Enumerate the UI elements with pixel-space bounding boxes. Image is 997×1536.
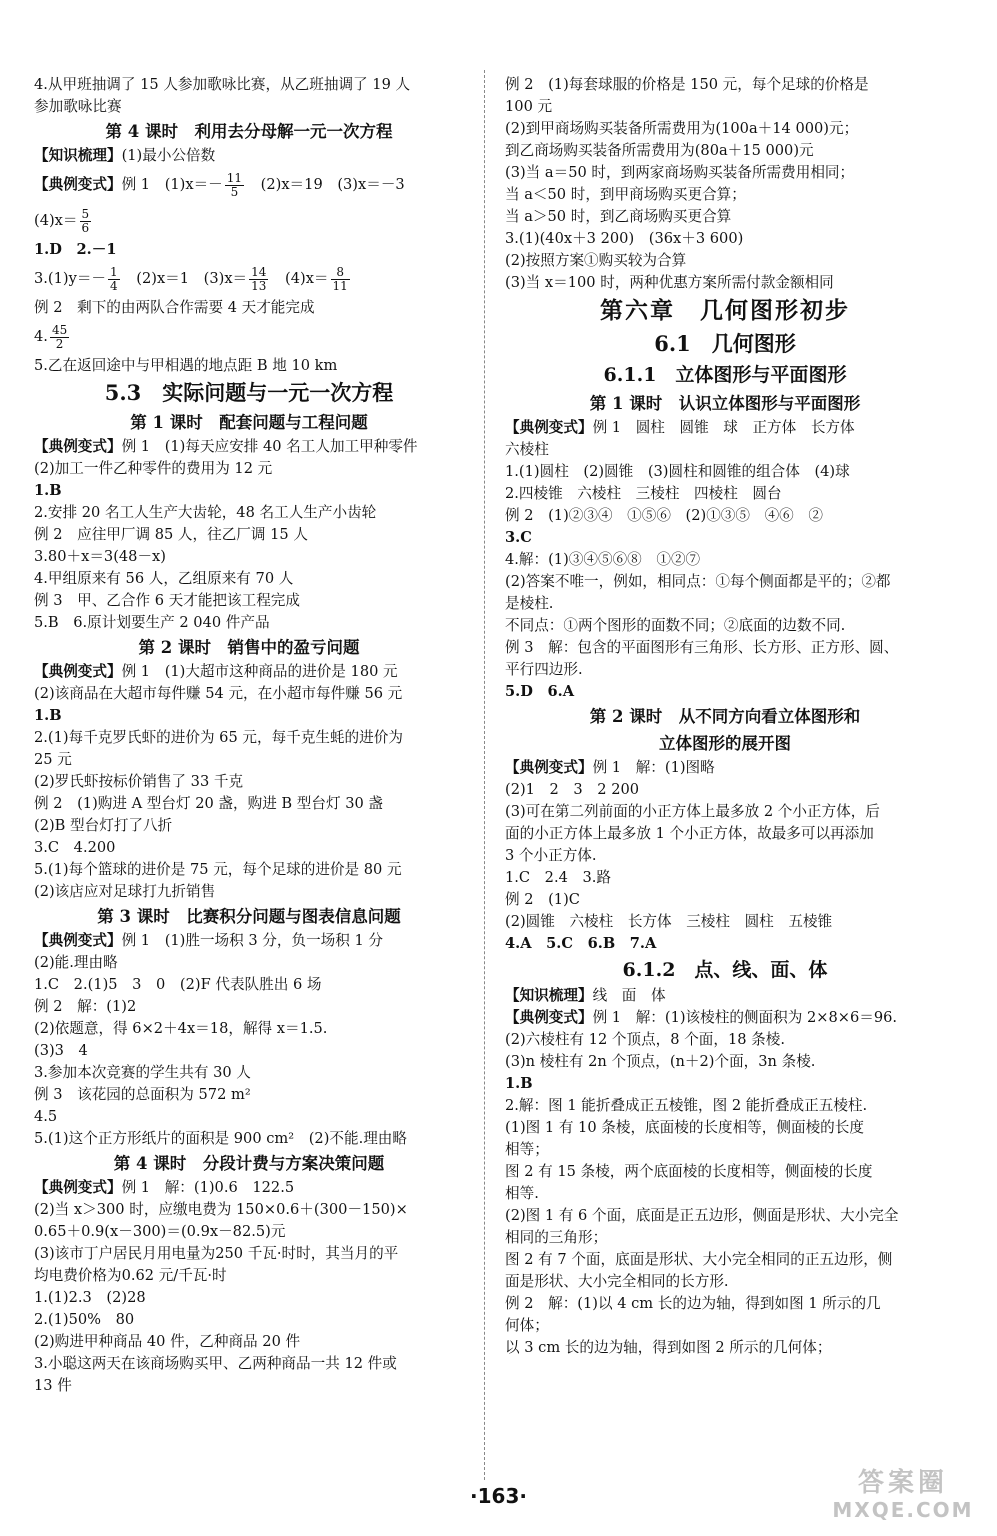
watermark-logo (818, 1468, 988, 1532)
answer-line: (2)1 2 3 2 200 (505, 781, 640, 798)
section-tag: 【知识梳理】 (34, 147, 122, 164)
watermark-url: MXQE.COM (832, 1498, 974, 1522)
answer-line: 平行四边形. (505, 661, 583, 678)
answer-line: 例 2 剩下的由两队合作需要 4 天才能完成 (34, 299, 315, 316)
answer-line: 0.65＋0.9(x－300)＝(0.9x－82.5)元 (34, 1223, 286, 1240)
answer-line: 3.(1)(40x＋3 200) (36x＋3 600) (505, 230, 744, 247)
lesson-heading: 第 1 课时 配套问题与工程问题 (130, 413, 368, 432)
answer-line: (3)n 棱柱有 2n 个顶点，(n＋2)个面，3n 条棱. (505, 1053, 816, 1070)
lesson-heading: 第 4 课时 利用去分母解一元一次方程 (105, 122, 393, 141)
answer-line: 1.D 2.－1 (34, 241, 117, 258)
answer-line: 均电费价格为0.62 元/千瓦·时 (34, 1267, 227, 1284)
answer-line: 100 元 (505, 98, 553, 115)
lesson-heading: 第 2 课时 销售中的盈亏问题 (138, 638, 360, 657)
section-tag: 【典例变式】 (34, 932, 122, 949)
answer-line: 2.(1)50% 80 (34, 1311, 135, 1328)
right-column (505, 74, 945, 1359)
answer-line: (2)到甲商场购买装备所需费用为(100a＋14 000)元； (505, 120, 859, 137)
answer-line: 1.B (505, 1075, 533, 1092)
answer-line: 参加歌咏比赛 (34, 98, 122, 115)
answer-line: 3 个小正方体. (505, 847, 597, 864)
answer-line: (3)可在第二列前面的小正方体上最多放 2 个小正方体，后 (505, 803, 880, 820)
section-tag: 【典例变式】 (505, 759, 593, 776)
column-divider (484, 70, 485, 1480)
answer-line: 图 2 有 15 条棱，两个底面棱的长度相等，侧面棱的长度 (505, 1163, 873, 1180)
subsection-heading: 6.1.2 点、线、面、体 (622, 959, 828, 981)
section-heading: 5.3 实际问题与一元一次方程 (104, 380, 394, 405)
answer-line: 1.C 2.4 3.路 (505, 869, 612, 886)
page-number: ·163· (470, 1484, 527, 1508)
answer-line: 例 2 应往甲厂调 85 人，往乙厂调 15 人 (34, 526, 308, 543)
answer-line: (2)购进甲种商品 40 件，乙种商品 20 件 (34, 1333, 301, 1350)
answer-line: 4.解：(1)③④⑤⑥⑧ ①②⑦ (505, 551, 701, 568)
answer-line: 2.解：图 1 能折叠成正五棱锥，图 2 能折叠成正五棱柱. (505, 1097, 868, 1114)
answer-line: 3.小聪这两天在该商场购买甲、乙两种商品一共 12 件或 (34, 1355, 397, 1372)
answer-line: 【典例变式】例 1 圆柱 圆锥 球 正方体 长方体 (505, 419, 855, 436)
section-tag: 【典例变式】 (34, 438, 122, 455)
left-column (34, 74, 464, 1397)
answer-line: (2)当 x＞300 时，应缴电费为 150×0.6＋(300－150)× (34, 1201, 408, 1218)
lesson-heading: 第 4 课时 分段计费与方案决策问题 (113, 1154, 385, 1173)
answer-line: 【典例变式】例 1 解：(1)图略 (505, 759, 715, 776)
answer-line: (2)该店应对足球打九折销售 (34, 883, 216, 900)
answer-line: 例 2 解：(1)2 (34, 998, 137, 1015)
answer-line: (2)能.理由略 (34, 954, 118, 971)
answer-line: (1)图 1 有 10 条棱，底面棱的长度相等，侧面棱的长度 (505, 1119, 864, 1136)
answer-line: (2)加工一件乙种零件的费用为 12 元 (34, 460, 273, 477)
lesson-heading: 第 1 课时 认识立体图形与平面图形 (589, 394, 861, 413)
answer-line: 例 3 该花园的总面积为 572 m² (34, 1086, 251, 1103)
answer-line: (2)该商品在大超市每件赚 54 元，在小超市每件赚 56 元 (34, 685, 403, 702)
answer-line: 3.C (505, 529, 532, 546)
answer-line: 例 3 甲、乙合作 6 天才能把该工程完成 (34, 592, 300, 609)
section-tag: 【典例变式】 (505, 419, 593, 436)
answer-line: 【典例变式】例 1 (1)x＝－ $\frac{11}{5}$ (2)x＝19 (3)x＝－3 (34, 170, 405, 199)
answer-line: 4.5 (34, 1108, 58, 1125)
answer-line: 是棱柱. (505, 595, 554, 612)
answer-line: 4.从甲班抽调了 15 人参加歌咏比赛，从乙班抽调了 19 人 (34, 76, 411, 93)
answer-line: 3.80＋x＝3(48－x) (34, 548, 166, 565)
section-tag: 【知识梳理】 (505, 987, 593, 1004)
answer-line: 面的小正方体上最多放 1 个小正方体，故最多可以再添加 (505, 825, 874, 842)
answer-line: 4. $\frac{45}{2}$ (34, 322, 68, 351)
section-tag: 【典例变式】 (505, 1009, 593, 1026)
answer-line: 例 2 (1)②③④ ①⑤⑥ (2)①③⑤ ④⑥ ② (505, 507, 823, 524)
answer-line: 13 件 (34, 1377, 72, 1394)
answer-line: 【典例变式】例 1 解：(1)0.6 122.5 (34, 1179, 295, 1196)
answer-line: (4)x＝ $\frac{5}{6}$ (34, 206, 90, 235)
answer-line: (2)圆锥 六棱柱 长方体 三棱柱 圆柱 五棱锥 (505, 913, 833, 930)
answer-line: 【典例变式】例 1 解：(1)该棱柱的侧面积为 2×8×6＝96. (505, 1009, 898, 1026)
answer-line: 当 a＜50 时，到甲商场购买更合算； (505, 186, 746, 203)
answer-line: 例 2 (1)每套球服的价格是 150 元，每个足球的价格是 (505, 76, 869, 93)
section-tag: 【典例变式】 (34, 176, 122, 193)
answer-line: 3.参加本次竞赛的学生共有 30 人 (34, 1064, 251, 1081)
answer-line: 4.甲组原来有 56 人，乙组原来有 70 人 (34, 570, 294, 587)
fraction: $\frac{14}{13}$ (251, 264, 267, 293)
answer-line: 不同点：①两个图形的面数不同；②底面的边数不同. (505, 617, 846, 634)
lesson-heading-continued: 立体图形的展开图 (659, 734, 791, 753)
fraction: $\frac{1}{4}$ (110, 264, 118, 293)
answer-line: (3)该市丁户居民月用电量为250 千瓦·时时，其当月的平 (34, 1245, 399, 1262)
answer-line: 例 3 解：包含的平面图形有三角形、长方形、正方形、圆、 (505, 639, 899, 656)
answer-line: 例 2 解：(1)以 4 cm 长的边为轴，得到如图 1 所示的几 (505, 1295, 881, 1312)
answer-line: (2)答案不唯一，例如，相同点：①每个侧面都是平的；②都 (505, 573, 891, 590)
answer-line: 1.(1)2.3 (2)28 (34, 1289, 146, 1306)
answer-line: (2)图 1 有 6 个面，底面是正五边形，侧面是形状、大小完全 (505, 1207, 899, 1224)
fraction: $\frac{11}{5}$ (226, 170, 243, 199)
section-tag: 【典例变式】 (34, 663, 122, 680)
answer-line: 相等. (505, 1185, 539, 1202)
answer-line: 1.B (34, 707, 62, 724)
answer-line: 3.C 4.200 (34, 839, 116, 856)
answer-line: (2)按照方案①购买较为合算 (505, 252, 687, 269)
fraction: $\frac{45}{2}$ (51, 322, 68, 351)
answer-line: 例 2 (1)购进 A 型台灯 20 盏，购进 B 型台灯 30 盏 (34, 795, 384, 812)
answer-line: 1.C 2.(1)5 3 0 (2)F 代表队胜出 6 场 (34, 976, 322, 993)
section-heading: 6.1 几何图形 (654, 331, 796, 356)
answer-line: 【典例变式】例 1 (1)胜一场积 3 分，负一场积 1 分 (34, 932, 384, 949)
answer-line: 5.(1)这个正方形纸片的面积是 900 cm² (2)不能.理由略 (34, 1130, 407, 1147)
answer-line: (2)B 型台灯打了八折 (34, 817, 173, 834)
answer-line: 2.安排 20 名工人生产大齿轮，48 名工人生产小齿轮 (34, 504, 377, 521)
answer-line: 例 2 (1)C (505, 891, 580, 908)
answer-line: (3)3 4 (34, 1042, 88, 1059)
answer-line: 到乙商场购买装备所需费用为(80a＋15 000)元 (505, 142, 814, 159)
answer-line: 1.B (34, 482, 62, 499)
watermark-text: 答案圈 (857, 1468, 948, 1498)
answer-line: 1.(1)圆柱 (2)圆锥 (3)圆柱和圆锥的组合体 (4)球 (505, 463, 850, 480)
answer-line: 当 a＞50 时，到乙商场购买更合算 (505, 208, 732, 225)
answer-line: 六棱柱 (505, 441, 549, 458)
answer-line: 25 元 (34, 751, 72, 768)
fraction: $\frac{5}{6}$ (81, 206, 90, 235)
lesson-heading: 第 2 课时 从不同方向看立体图形和 (589, 707, 861, 726)
lesson-heading: 第 3 课时 比赛积分问题与图表信息问题 (97, 907, 401, 926)
answer-line: 3.(1)y＝－ $\frac{1}{4}$ (2)x＝1 (3)x＝ $\frac{14}{13}$ (4)x＝ $\frac{8}{11}$ (34, 264, 348, 293)
answer-line: 相同的三角形； (505, 1229, 608, 1246)
section-tag: 【典例变式】 (34, 1179, 122, 1196)
answer-line: (2)六棱柱有 12 个顶点，8 个面，18 条棱. (505, 1031, 786, 1048)
answer-line: 5.B 6.原计划要生产 2 040 件产品 (34, 614, 270, 631)
answer-line: 5.乙在返回途中与甲相遇的地点距 B 地 10 km (34, 357, 338, 374)
answer-line: (3)当 x＝100 时，两种优惠方案所需付款金额相同 (505, 274, 834, 291)
answer-line: 图 2 有 7 个面，底面是形状、大小完全相同的正五边形，侧 (505, 1251, 893, 1268)
answer-line: 何体； (505, 1317, 549, 1334)
answer-line: 【典例变式】例 1 (1)每天应安排 40 名工人加工甲种零件 (34, 438, 418, 455)
subsection-heading: 6.1.1 立体图形与平面图形 (603, 364, 847, 386)
answer-line: 5.D 6.A (505, 683, 575, 700)
answer-line: 面是形状、大小完全相同的长方形. (505, 1273, 729, 1290)
answer-line: 【知识梳理】线 面 体 (505, 987, 666, 1004)
chapter-heading: 第六章 几何图形初步 (600, 297, 850, 324)
answer-line: 2.四棱锥 六棱柱 三棱柱 四棱柱 圆台 (505, 485, 782, 502)
answer-line: (2)依题意，得 6×2＋4x＝18，解得 x＝1.5. (34, 1020, 328, 1037)
fraction: $\frac{8}{11}$ (332, 264, 348, 293)
answer-line: 5.(1)每个篮球的进价是 75 元，每个足球的进价是 80 元 (34, 861, 402, 878)
answer-line: 4.A 5.C 6.B 7.A (505, 935, 657, 952)
answer-line: (3)当 a＝50 时，到两家商场购买装备所需费用相同； (505, 164, 855, 181)
answer-line: (2)罗氏虾按标价销售了 33 千克 (34, 773, 244, 790)
answer-line: 2.(1)每千克罗氏虾的进价为 65 元，每千克生蚝的进价为 (34, 729, 403, 746)
answer-line: 【知识梳理】(1)最小公倍数 (34, 147, 216, 164)
answer-line: 相等； (505, 1141, 549, 1158)
answer-line: 以 3 cm 长的边为轴，得到如图 2 所示的几何体； (505, 1339, 832, 1356)
answer-line: 【典例变式】例 1 (1)大超市这种商品的进价是 180 元 (34, 663, 398, 680)
